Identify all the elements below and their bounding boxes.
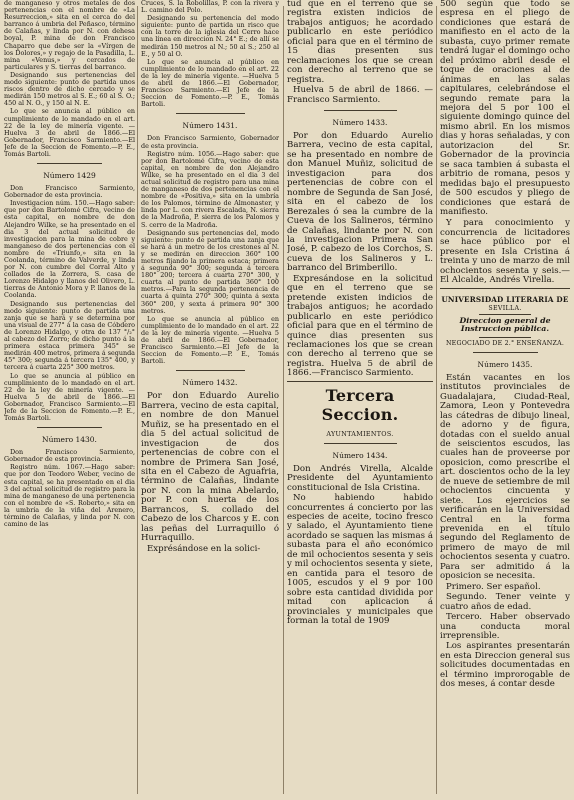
section-subtitle: AYUNTAMIENTOS. (326, 429, 394, 438)
section-rule (479, 337, 531, 338)
section-rule (479, 314, 531, 315)
section-rule (440, 288, 570, 289)
notice-1429-closing: Lo que se anuncia al público en cumplimiento de lo mandado en el art. 22 de la ley de minería vigente. —Huelva 5 de abril de 1866.—El Gobernador, Francisco Sarmiento.—El Jefe de la Seccion de Fomento.—P. E., Tomás Bartoli. (4, 371, 135, 423)
notice-1430-body: Registro núm. 1067.—Hago saber: que por don Teodoro Weber, vecino de esta capital, se ha presentado en el dia 3 del actual solicitud de registro para la mina de manganeso de una pertenencia con el nombre de «S. Roberto,» sita en la umbría de la viña del Arenero, término de Calañas, y linda por N. con camino de las (4, 463, 135, 529)
university-heading: UNIVERSIDAD LITERARIA DE (441, 294, 569, 304)
notice-number-1435: Número 1435. (477, 359, 533, 369)
notice-separator (37, 427, 103, 428)
section-rule (287, 381, 433, 382)
notice-separator (324, 110, 397, 111)
notice-1432-continuation: Exprésándose en la solici- (147, 543, 261, 554)
notice-1432-body: Por don Eduardo Aurelio Barrera, vecino de esta capital, en nombre de don Manuel Muñiz, se ha presentado en el dia 5 del actual solicitud de investigacion de dos pertenencias de cobre con el nombre de Primera San José, sita en el Cabezo de Aguafria, término de Calañas, lindante por N. con la mina Abelardo, por P. con huerta de los Barrancos, S. collado del Cabezo de los Charcos y E. con las peñas del Lurraquillo ó Hurraquillo. (141, 391, 279, 544)
notice-1430-continuation: Cruces, S. la Robolillas, P. con la rivera y L. camino del Polo. (141, 0, 279, 15)
notice-1429-designation: Designando sus pertenencias del modo siguiente: punto de partida una zanja que se hará y se determina por una visual de 277° á la casa de Cóbdero de Lorenzo Hidalgo, y otra de 137 °/₂° al cabezo del Zorro; de dicho punto á la primera estaca primera 345° se medirán 400 metros, primera á segunda 45° 300; segunda á tercera 135° 400, y tercera á cuarta 225° 300 metros. (4, 299, 135, 372)
section-title: Tercera Seccion. (321, 385, 399, 424)
column-3 (287, 0, 433, 800)
notice-1431-closing: Lo que se anuncia al público en cumplimiento de lo mandado en el art. 22 de la ley de minería vigente. —Huelva 5 de abril de 1866.—El Gobernador, Francisco Sarmiento.—El Jefe de la Seccion de Fomento.—P. E., Tomás Bartoli. (141, 314, 279, 366)
notice-1430-closing: Lo que se anuncia al público en cumplimiento de lo mandado en el art. 22 de la ley de minería vigente. —Huelva 5 de abril de 1866.—El Gobernador, Francisco Sarmiento.—El Jefe de la Seccion de Fomento.—P. E., Tomás Bartoli. (141, 57, 279, 109)
notice-1433-body: Por don Eduardo Aurelio Barrera, vecino de esta capital, se ha presentado en nombre de don Manuel Muñiz, solicitud de investigacion para dos pertenencias de cobre con el nombre de Segunda de San José, sita en el cabezo de los Berezales ó sea la cumbre de la Cueva de los Salineros, término de Calañas, lindante por N. con la investigacion Primera San José, P. cabezo de los Corchos, S. cueva de los Salineros y L. barranco del Brimberillo. (287, 130, 433, 274)
notice-1435-application: Los aspirantes presentarán en esta Direccion general sus solicitudes documentadas en el término improrogable de dos meses, á contar desde (440, 641, 570, 690)
notice-number-1430: Número 1430. (42, 435, 97, 445)
notice-designation-text: Designando sus pertenencias del modo siguiente: punto de partida unos riscos dentro de dicho cercado y se medirán 150 metros al S. E.; 60 al S. O.; 450 al N. O., y 150 al N. E. (4, 70, 135, 108)
university-city: SEVILLA. (488, 304, 522, 312)
notice-1434-body: No habiendo habido concurrentes á concierto por las especies de aceite, tocino fresco y salado, el Ayuntamiento tiene acordado se saquen las mismas á subasta para el año económico de mil ochocientos sesenta y seis y mil ochocientos sesenta y siete, en cantida para el tesoro de 1005, escudos y el 9 por 100 sobre esta cantidad dividida por mitad con aplicacion á provinciales y municipales que forman la total de 1909 (287, 493, 433, 627)
notice-1431-header: Don Francisco Sarmiento, Gobernador de esta provincia. (141, 134, 279, 150)
notice-1429-body: Investigacion núm. 150.—Hago saber: que por don Bartolomé Cifra, vecino de esta capital, en nombre de don Alejandro Wilke, se ha presentado en el dia 3 del actual solicitud de investigacion para la mina de cobre y manganeso de dos pertenencias con el nombre de «Triunfo,» sita en la Coolanda, término de Valverde, y linda por N. con cumbre del Corral Alto y collados de la Zorrera, S. casa de Lorenzo Hidalgo y llanos del Olivero, L. tierras de Antonio Mora y P. llanos de la Coolanda. (4, 199, 135, 300)
notice-number-1432: Número 1432. (182, 378, 238, 388)
column-rule (283, 6, 284, 794)
notice-1430-header: Don Francisco Sarmiento, Gobernador de esta provincia. (4, 448, 135, 464)
column-2 (141, 0, 279, 800)
column-4 (440, 0, 570, 800)
direction-heading: Direccion general de Instruccion pública. (459, 315, 551, 334)
notice-continuation-text: de manganeso y otros metales de dos pertenencias con el nombre de «La Resurreccion,» sita en el cerca do del barranco á umbria del Peñasco, término de Calañas, y linda por N. con dehesa boyal, P. mina de don Francisco Chaparro que debe ser la «Vírgen de los Dolores,» y regajo de la Pasadilla, L. mina «Venus,» y cercados de particulares y S. tierras del barranco. (4, 0, 135, 71)
notice-1434-header: Don Andrés Virella, Alcalde Presidente del Ayuntamiento constitucional de Isla Cristina. (287, 463, 433, 493)
notice-1432-end: tud que en el terreno que se registra existen indicios de trabajos antiguos; he acordado publicarlo en este periódico oficial para que en el término de 15 dias presenten sus reclamaciones los que se crean con derecho al terreno que se registra. (287, 0, 433, 85)
notice-1435-requirement-1: Primero. Ser español. (446, 581, 541, 592)
notice-separator (176, 370, 245, 371)
notice-1432-signature: Huelva 5 de abril de 1866. —Francisco Sarmiento. (287, 85, 433, 105)
notice-1430-designation: Designando su pertenencia del modo siguiente: punto de partida un risco que con la torre de la iglesia del Cerro hace una línea en direccion N. 24° E.; de allí se medirán 150 metros al N.; 50 al S.; 250 al E., y 50 al O. (141, 14, 279, 58)
notice-number-1433: Número 1433. (332, 117, 388, 127)
notice-separator (324, 443, 397, 444)
notice-1434-closing: Y para conocimiento y concurrencia de licitadores se hace público por el presente en Isla Cristina á treinta y uno de marzo de mil ochocientos sesenta y seis.—El Alcalde, Andrés Virella. (440, 218, 570, 286)
notice-number-1429: Número 1429 (43, 171, 96, 181)
column-rule (137, 6, 138, 794)
notice-number-1434: Número 1434. (332, 450, 388, 460)
notice-separator (37, 163, 103, 164)
notice-1433-closing: Expresándose en la solicitud que en el terreno que se pretende existen indicios de trabajos antiguos; he acordado publicarlo en este periódico oficial para que en el término de quince dias presenten sus reclamaciones los que se crean con derecho al terreno que se registra. Huelva 5 de abril de 1866.—Francisco Sarmiento. (287, 273, 433, 379)
notice-1431-designation: Designando sus pertenencias del, modo siguiente: punto de partida una zanja que se hará á un metro de los crestones al N. y se medirán en direccion 360° 100 metros fijando la primera estaca; primera á segunda 90° 300; segunda á tercera 180° 200; tercera á cuarta 270° 300, y cuarta al punto de partida 360° 100 metros.—Para la segunda pertenencia de cuarta á quinta 270° 300; quinta á sexta 360° 200, y sexta á primera 90° 300 metros. (141, 228, 279, 315)
column-1 (4, 0, 135, 800)
notice-1429-header: Don Francisco Sarmiento, Gobernador de esta provincia. (4, 184, 135, 200)
notice-number-1431: Número 1431. (182, 121, 238, 131)
notice-1434-continuation: 500 según que todo se espresa en el pliego de condiciones que estará de manifiesto en el acto de la subasta, cuyo primer remate tendrá lugar el domingo ocho del próximo abril desde el toque de oraciones al de ánimas en las salas capitulares, celebrándose el segundo remate para la mejora del 5 por 100 el siguiente domingo quince del mismo abril. En los mismos dias y horas señaladas, y con autorizacion del Sr. Gobernador de la provincia se saca tambien á subasta el arbitrio de romana, pesos y medidas bajo el presupuesto de 500 escudos y pliego de condiciones que estará de manifiesto. (440, 0, 570, 217)
notice-1435-requirement-3: Tercero. Haber observado una conducta moral irreprensible. (440, 612, 570, 642)
negociado-heading: NEGOCIADO DE 2.° ENSEÑANZA. (445, 339, 565, 347)
notice-1435-requirement-2: Segundo. Tener veinte y cuatro años de edad. (440, 592, 570, 612)
notice-closing-text: Lo que se anuncia al público en cumplimiento de lo mandado en el art. 22 de la ley de minería vigente. —Huelva 3 de abril de 1866.—El Gobernador, Francisco Sarmiento.—El Jefe de la Seccion de Fomento.—P. E., Tomás Bartoli. (4, 107, 135, 158)
notice-1435-body: Están vacantes en los institutos provinciales de Guadalajara, Ciudad-Real, Zamora, Leon y Pontevedra las cátedras de dibujo lineal, de adorno y de figura, dotadas con el sueldo anual de seiscientos escudos, las cuales han de proveerse por oposicion, como prescribe el art. doscientos ocho de la ley de nueve de setiembre de mil ochocientos cincuenta y siete. Los ejercicios se verificarán en la Universidad Central en la forma prevenida en el título segundo del Reglamento de primero de mayo de mil ochocientos sesenta y cuatro. Para ser admitido á la oposicion se necesita. (440, 372, 570, 582)
notice-1431-body: Registro núm. 1056.—Hago saber: que por don Bartolomé Cifra, vecino de esta capital, en nombre de don Alejandro Wilke, se ha presentado en el dia 3 del actual solicitud de registro para una mina de manganeso de dos pertenencias con el nombre de «Positiva,» sita en la umbría de los Palomos, término de Almonaster, y linda por L. con rivera Escalada, N. sierra de la Madroña, P. sierra de los Palomos y S. cerro de la Madroña. (141, 149, 279, 229)
notice-separator (176, 113, 245, 114)
column-rule (436, 6, 437, 794)
notice-separator (473, 352, 538, 353)
